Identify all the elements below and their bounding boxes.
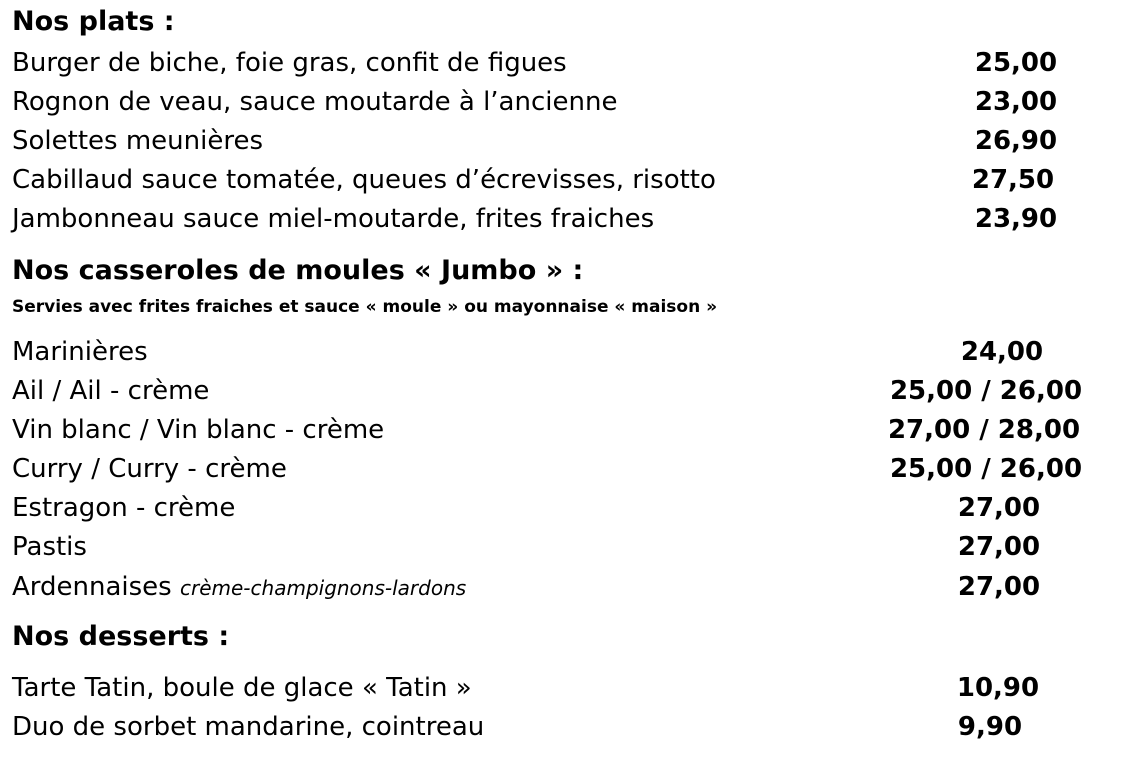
menu-item-name: Ail / Ail - crème xyxy=(12,376,210,406)
menu-item-name: Solettes meunières xyxy=(12,126,263,156)
menu-item xyxy=(12,709,1112,745)
menu-item-price: 9,90 xyxy=(957,712,1023,742)
menu-item-name: Rognon de veau, sauce moutarde à l’ancienne xyxy=(12,87,618,117)
menu-item-price: 25,00 / 26,00 xyxy=(889,376,1083,406)
menu-item xyxy=(12,569,1112,605)
menu-item xyxy=(12,373,1112,409)
menu-item-price: 27,00 xyxy=(957,572,1041,602)
menu-item-name: Burger de biche, foie gras, confit de figues xyxy=(12,48,567,78)
section-title-moules: Nos casseroles de moules « Jumbo » : xyxy=(12,255,584,286)
menu-item xyxy=(12,451,1112,487)
menu-item xyxy=(12,490,1112,526)
menu-item-note: crème-champignons-lardons xyxy=(180,576,467,600)
menu-item-price: 25,00 / 26,00 xyxy=(889,454,1083,484)
menu-item-name: Tarte Tatin, boule de glace « Tatin » xyxy=(12,673,472,703)
menu-item xyxy=(12,412,1112,448)
menu-item-name: Duo de sorbet mandarine, cointreau xyxy=(12,712,485,742)
menu-item xyxy=(12,45,1112,81)
menu-item-price: 27,00 xyxy=(957,493,1041,523)
menu-item-name-text: Ardennaises xyxy=(12,572,172,602)
menu-item-price: 26,90 xyxy=(974,126,1058,156)
menu-item-price: 10,90 xyxy=(956,673,1040,703)
section-subtitle-moules: Servies avec frites fraiches et sauce « moule » ou mayonnaise « maison » xyxy=(12,297,718,317)
menu-item xyxy=(12,201,1112,237)
menu-item-price: 23,90 xyxy=(974,204,1058,234)
section-title-desserts: Nos desserts : xyxy=(12,621,230,652)
section-title-plats: Nos plats : xyxy=(12,6,175,37)
menu-item-name: Vin blanc / Vin blanc - crème xyxy=(12,415,385,445)
menu-item-name: Cabillaud sauce tomatée, queues d’écrevisses, risotto xyxy=(12,165,716,195)
menu-item-name: Estragon - crème xyxy=(12,493,236,523)
menu-item-price: 27,00 / 28,00 xyxy=(887,415,1081,445)
menu-item-price: 25,00 xyxy=(974,48,1058,78)
menu-item-name: Jambonneau sauce miel-moutarde, frites fraiches xyxy=(12,204,655,234)
menu-item xyxy=(12,670,1112,706)
menu-item xyxy=(12,334,1112,370)
menu-item xyxy=(12,123,1112,159)
menu-item-price: 27,50 xyxy=(971,165,1055,195)
menu-item-name: Pastis xyxy=(12,532,87,562)
menu-item-name xyxy=(12,569,466,606)
menu-item-price: 27,00 xyxy=(957,532,1041,562)
menu-item xyxy=(12,529,1112,565)
menu-item-price: 23,00 xyxy=(974,87,1058,117)
menu-item xyxy=(12,84,1112,120)
menu-item xyxy=(12,162,1112,198)
menu-item-name: Curry / Curry - crème xyxy=(12,454,287,484)
menu-item-price: 24,00 xyxy=(960,337,1044,367)
menu-item-name: Marinières xyxy=(12,337,148,367)
